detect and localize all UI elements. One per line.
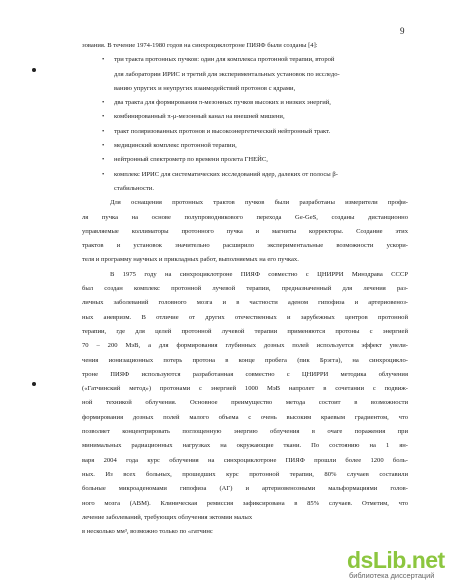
text-line xyxy=(82,268,408,282)
bullet-icon: • xyxy=(102,113,105,121)
line-text: ных. Из всех больных, прошедших курс протонной терапии, 80% случаев составили xyxy=(82,470,408,478)
text-line xyxy=(82,482,408,496)
text-line xyxy=(82,82,408,96)
text-line xyxy=(82,439,408,453)
text-line xyxy=(82,196,408,210)
line-text: минимальных радиационных нагрузках на окружающие ткани. По состоянию на 1 ян- xyxy=(82,442,408,450)
text-line xyxy=(82,325,408,339)
watermark-title: dsLib.net xyxy=(347,547,445,573)
line-text: больные микроаденомами гипофиза (АГ) и артериовенозными мальформациями голов- xyxy=(82,485,408,493)
text-line xyxy=(82,468,408,482)
bullet-icon: • xyxy=(102,170,105,178)
text-line xyxy=(82,339,408,353)
text-line xyxy=(82,296,408,310)
document-body xyxy=(82,39,408,539)
text-line xyxy=(82,425,408,439)
line-text: для лаборатории ИРИС и третий для экспериментальных установок по исследо- xyxy=(114,70,340,78)
text-line xyxy=(82,253,408,267)
text-line xyxy=(82,211,408,225)
line-text: тракт поляризованных протонов и высокоэнергетический нейтронный тракт. xyxy=(114,127,331,135)
line-text: зования. В течение 1974-1980 годов на синхроциклотроне ПИЯФ были созданы [4]: xyxy=(82,42,318,49)
text-line xyxy=(82,396,408,410)
line-text: трактов и установок значительно расширило экспериментальные возможности ускори- xyxy=(82,242,408,250)
text-line xyxy=(82,382,408,396)
line-text: 70 – 200 МэВ, а для формирования глубинных дозных полей используется эффект увели- xyxy=(82,342,408,350)
line-text: ля пучка на основе полупроводникового перехода Ge-GeS, созданы дистанционно xyxy=(82,213,408,221)
scan-speck xyxy=(32,382,36,386)
line-text: ного мозга (АВМ). Клиническая ремиссия зафиксирована в 85% случаев. Отметим, что xyxy=(82,499,408,507)
bullet-icon: • xyxy=(102,56,105,64)
bullet-item xyxy=(82,125,408,139)
line-text: ных аневризм. В отличие от других отечественных и зарубежных центров протонной xyxy=(82,313,408,321)
line-text: теля и программу научных и прикладных работ, выполняемых на его пучках. xyxy=(82,256,299,264)
line-text: лечение заболеваний, требующих облучения эктомии малых xyxy=(82,513,253,521)
text-line xyxy=(82,239,408,253)
text-line xyxy=(82,39,408,53)
text-line xyxy=(82,497,408,511)
text-line xyxy=(82,368,408,382)
text-line xyxy=(82,68,408,82)
bullet-item xyxy=(82,53,408,67)
text-line xyxy=(82,454,408,468)
line-text: комплекс ИРИС для систематических исследований ядер, далеких от полосы β- xyxy=(114,170,338,178)
line-text: терапии, где для целей протонной лучевой терапии применяются протоны с энергией xyxy=(82,327,408,335)
line-text: комбинированный π-μ-мезонный канал на внешней мишени, xyxy=(114,113,285,121)
line-text: управляемые коллиматоры протонного пучка и магниты корректоры. Создание этих xyxy=(82,227,408,235)
line-text: ной техникой облучения. Основное преимущество метода состоит в возможности xyxy=(82,399,408,407)
watermark-subtitle: библиотека диссертаций xyxy=(349,571,435,580)
line-text: («Гатчинский метод») протонами с энергией 1000 МэВ напролет в сочетании с подвиж- xyxy=(82,385,408,393)
line-text: личных заболеваний головного мозга и в частности аденом гипофиза и артериовеноз- xyxy=(82,299,408,307)
line-text: медицинский комплекс протонной терапии, xyxy=(114,142,237,150)
line-text: два тракта для формирования π-мезонных пучков высоких и низких энергий, xyxy=(114,99,331,107)
text-line xyxy=(82,354,408,368)
text-line xyxy=(82,411,408,425)
line-text: Для оснащения протонных трактов пучков были разработаны измерители профи- xyxy=(110,199,408,207)
line-text: В 1975 году на синхроциклотроне ПИЯФ совместно с ЦНИРРИ Минздрава СССР xyxy=(110,270,408,278)
text-line xyxy=(82,182,408,196)
text-line xyxy=(82,525,408,539)
line-text: чения ионизационных потерь протона в конце пробега (пик Брэгга), на синхроцикло- xyxy=(82,356,408,364)
line-text: ванию упругих и неупругих взаимодействий протонов с ядрами, xyxy=(114,84,296,92)
watermark-logo[interactable] xyxy=(345,547,450,581)
bullet-item xyxy=(82,139,408,153)
bullet-icon: • xyxy=(102,99,105,107)
line-text: троне ПИЯФ используются разработанная совместно с ЦНИРРИ методика облучения xyxy=(82,370,408,378)
line-text: нейтронный спектрометр по времени пролета ГНЕЙС, xyxy=(114,156,268,164)
text-line xyxy=(82,225,408,239)
line-text: позволяет концентрировать поглощенную энергию облучения в очаге поражения при xyxy=(82,428,408,436)
bullet-item xyxy=(82,153,408,167)
bullet-icon: • xyxy=(102,142,105,150)
text-line xyxy=(82,511,408,525)
line-text: был создан комплекс протонной лучевой терапии, предназначенный для лечения раз- xyxy=(82,285,408,293)
text-line xyxy=(82,282,408,296)
bullet-item xyxy=(82,96,408,110)
bullet-icon: • xyxy=(102,127,105,135)
bullet-item xyxy=(82,168,408,182)
scan-speck xyxy=(32,68,36,72)
line-text: в несколько мм³, возможно только по «гатчинс xyxy=(82,528,213,536)
line-text: три тракта протонных пучков: один для комплекса протонной терапии, второй xyxy=(114,56,335,64)
line-text: варя 2004 года курс облучения на синхроциклотроне ПИЯФ прошли более 1200 боль- xyxy=(82,456,408,464)
bullet-icon: • xyxy=(102,156,105,164)
line-text: формирования дозных полей малого объема с очень высоким краевым градиентом, что xyxy=(82,413,408,421)
line-text: стабильности. xyxy=(114,184,154,192)
bullet-item xyxy=(82,110,408,124)
page-number: 9 xyxy=(400,26,405,36)
text-line xyxy=(82,311,408,325)
